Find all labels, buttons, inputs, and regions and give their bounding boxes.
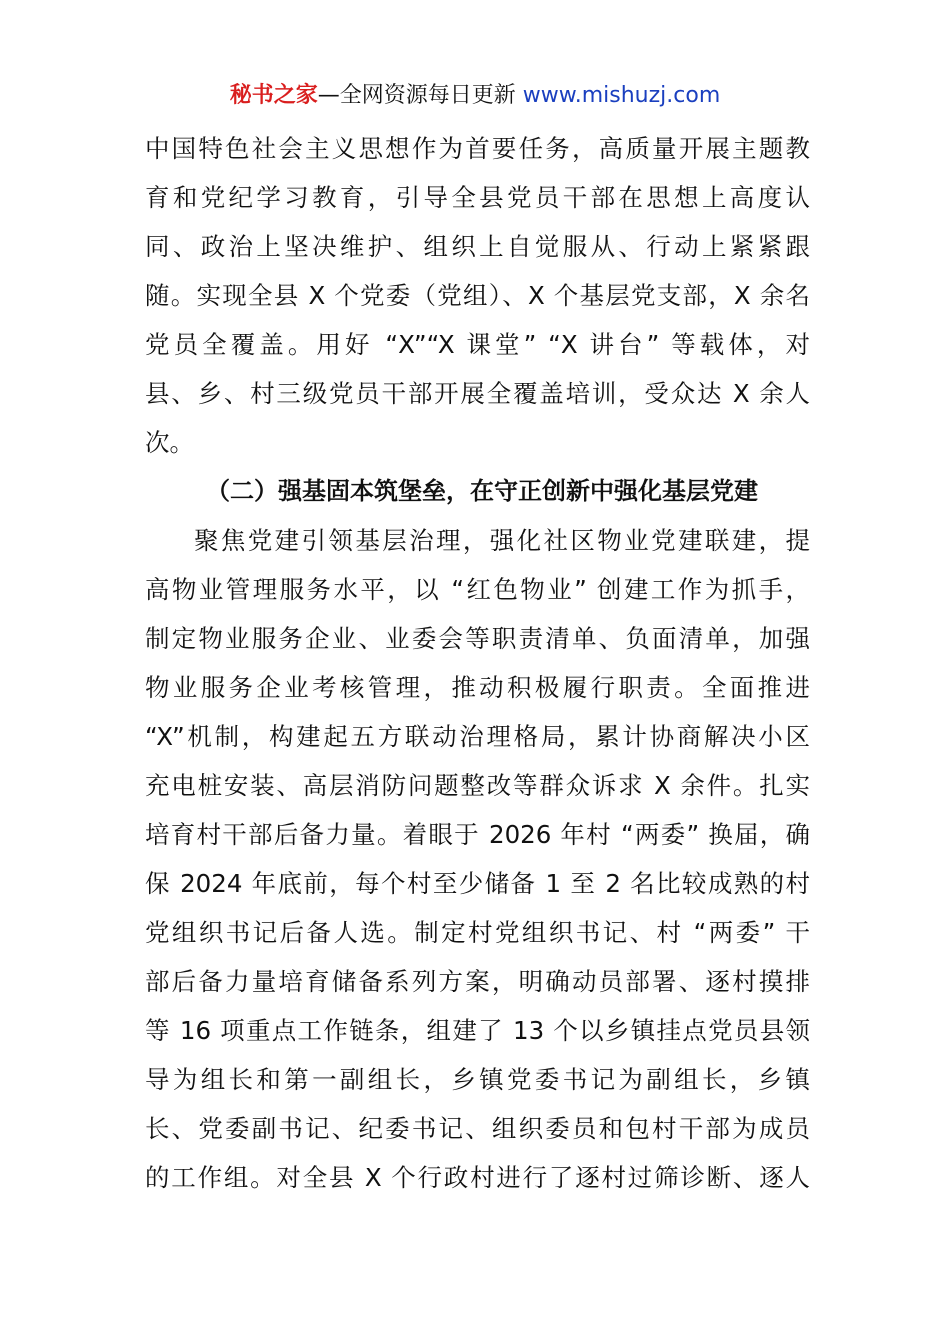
paragraph-line: 中国特色社会主义思想作为首要任务，高质量开展主题教 — [145, 134, 810, 163]
paragraph-line: 培育村干部后备力量。着眼于 2026 年村 “两委” 换届，确 — [145, 820, 810, 849]
paragraph-line: 制定物业服务企业、业委会等职责清单、负面清单，加强 — [145, 624, 810, 653]
paragraph-line: 党员全覆盖。用好 “X”“X 课堂” “X 讲台” 等载体，对 — [145, 330, 810, 359]
document-body — [145, 130, 810, 1208]
paragraph-line: 的工作组。对全县 X 个行政村进行了逐村过筛诊断、逐人 — [145, 1163, 810, 1192]
paragraph-line: 高物业管理服务水平，以 “红色物业” 创建工作为抓手， — [145, 575, 810, 604]
paragraph-line: 党组织书记后备人选。制定村党组织书记、村 “两委” 干 — [145, 918, 810, 947]
paragraph-line: 部后备力量培育储备系列方案，明确动员部署、逐村摸排 — [145, 967, 810, 996]
site-brand: 秘书之家 — [229, 83, 318, 108]
paragraph-line: 育和党纪学习教育，引导全县党员干部在思想上高度认 — [145, 183, 810, 212]
paragraph-line: 物业服务企业考核管理，推动积极履行职责。全面推进 — [145, 673, 810, 702]
paragraph-line: 等 16 项重点工作链条，组建了 13 个以乡镇挂点党员县领 — [145, 1016, 810, 1045]
paragraph-line: 保 2024 年底前，每个村至少储备 1 至 2 名比较成熟的村 — [145, 869, 810, 898]
paragraph-line: “X”机制，构建起五方联动治理格局，累计协商解决小区 — [145, 722, 810, 751]
paragraph-line: 县、乡、村三级党员干部开展全覆盖培训，受众达 X 余人 — [145, 379, 810, 408]
paragraph-line: 长、党委副书记、纪委书记、组织委员和包村干部为成员 — [145, 1114, 810, 1143]
paragraph-line: 导为组长和第一副组长，乡镇党委书记为副组长，乡镇 — [145, 1065, 810, 1094]
site-header — [0, 78, 950, 114]
site-url-link[interactable]: www.mishuzj.com — [522, 83, 721, 108]
site-tagline: —全网资源每日更新 — [317, 83, 523, 108]
paragraph-line: 随。实现全县 X 个党委（党组）、X 个基层党支部，X 余名 — [145, 281, 810, 310]
paragraph-line: 充电桩安装、高层消防问题整改等群众诉求 X 余件。扎实 — [145, 771, 810, 800]
paragraph-line: 聚焦党建引领基层治理，强化社区物业党建联建，提 — [194, 526, 810, 555]
paragraph-line: 次。 — [145, 428, 194, 457]
section-heading: （二）强基固本筑堡垒，在守正创新中强化基层党建 — [206, 477, 758, 505]
paragraph-line: 同、政治上坚决维护、组织上自觉服从、行动上紧紧跟 — [145, 232, 810, 261]
